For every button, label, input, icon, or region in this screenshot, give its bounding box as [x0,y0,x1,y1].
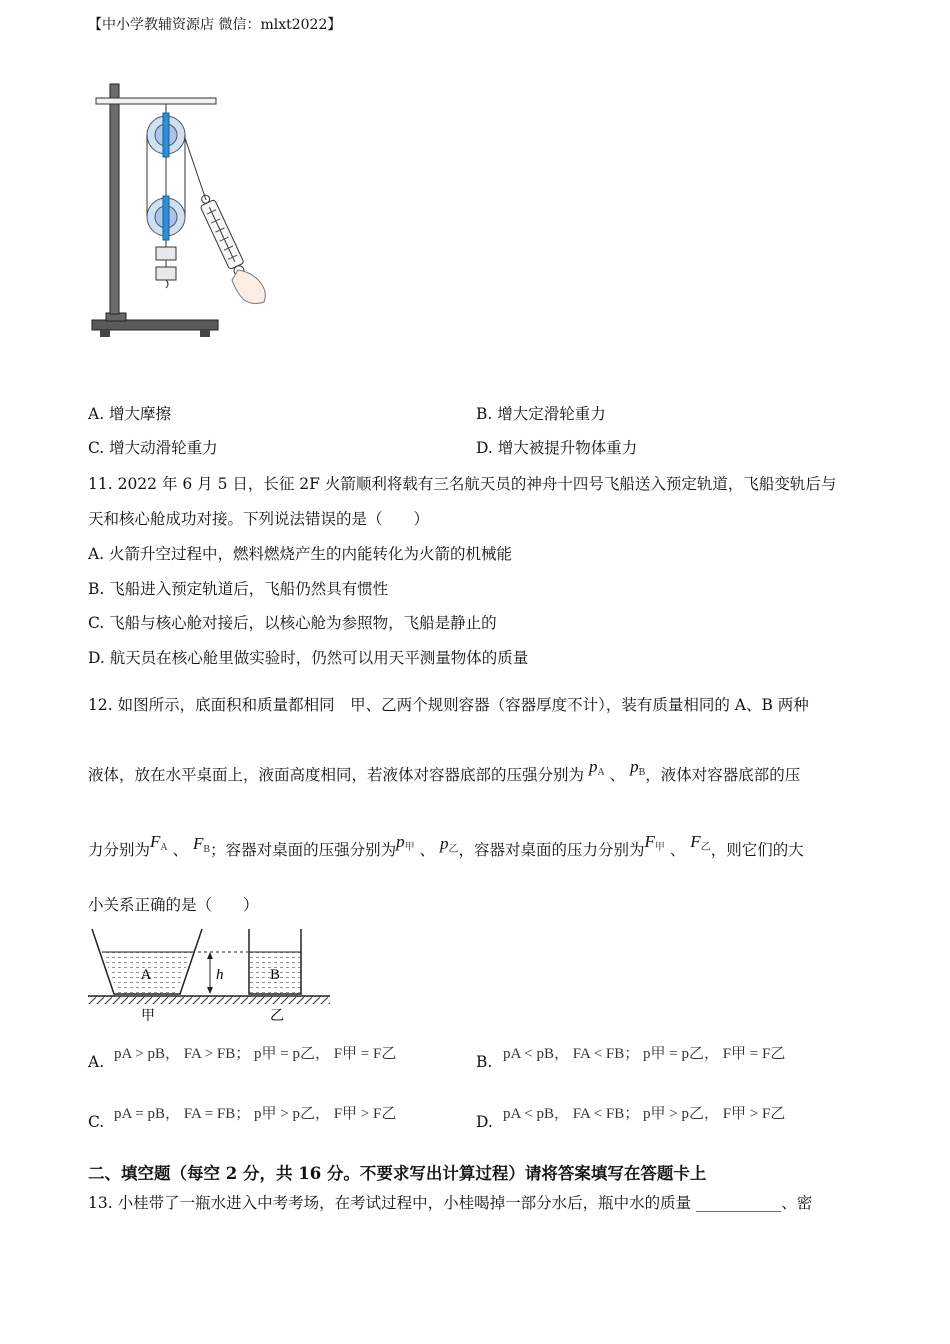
fig-label-h: h [216,967,224,983]
q10-option-a: A. 增大摩擦 [88,405,172,423]
q10-option-d: D. 增大被提升物体重力 [476,439,638,457]
q13-stem: 13. 小桂带了一瓶水进入中考考场，在考试过程中，小桂喝掉一部分水后，瓶中水的质量 ___________、密 [88,1194,813,1212]
q11-stem-line1: 11. 2022 年 6 月 5 日，长征 2F 火箭顺利将载有三名航天员的神舟十四号飞船送入预定轨道，飞船变轨后与 [88,475,837,493]
q12-stem-line4: 小关系正确的是（ ） [88,896,259,914]
q12-option-d-label: D. [476,1113,493,1131]
fig-label-b: B [269,967,281,983]
fig-label-a: A [140,967,152,983]
q12-stem-line1: 12. 如图所示，底面积和质量都相同 甲、乙两个规则容器（容器厚度不计），装有质量相同的 A、B 两种 [88,696,809,714]
pulley-apparatus-figure [88,80,288,350]
q12-option-d: pA < pB， FA < FB； p甲 > p乙， F甲 > F乙 [503,1106,786,1122]
q11-option-d: D. 航天员在核心舱里做实验时，仍然可以用天平测量物体的质量 [88,649,529,667]
q12-option-b-label: B. [476,1053,493,1071]
q12-option-b: pA < pB， FA < FB； p甲 = p乙， F甲 = F乙 [503,1046,786,1062]
q11-option-c: C. 飞船与核心舱对接后，以核心舱为参照物，飞船是静止的 [88,614,497,632]
page-header: 【中小学教辅资源店 微信：mlxt2022】 [88,17,342,33]
section-2-heading: 二、填空题（每空 2 分，共 16 分。不要求写出计算过程）请将答案填写在答题卡上 [88,1164,707,1183]
q12-option-c: pA = pB， FA = FB； p甲 > p乙， F甲 > F乙 [114,1106,397,1122]
fig-label-jia: 甲 [141,1008,155,1024]
q10-option-b: B. 增大定滑轮重力 [476,405,606,423]
fig-label-yi: 乙 [270,1008,284,1024]
q10-option-c: C. 增大动滑轮重力 [88,439,218,457]
q12-option-a-label: A. [88,1053,105,1071]
q12-option-a: pA > pB， FA > FB； p甲 = p乙， F甲 = F乙 [114,1046,397,1062]
q12-stem-line3: 力分别为$F_A$ 、 $F_B$；容器对桌面的压强分别为$p_甲$ 、 $p_乙$，容器对桌面的压力分别为$F_甲$ 、 $F_乙$，则它们的大 [88,832,804,859]
q12-stem-line2: 液体，放在水平桌面上，液面高度相同，若液体对容器底部的压强分别为 $p_A$ 、 $p_B$，液体对容器底部的压 [88,757,801,784]
q11-option-b: B. 飞船进入预定轨道后，飞船仍然具有惯性 [88,580,389,598]
q12-option-c-label: C. [88,1113,105,1131]
q11-option-a: A. 火箭升空过程中，燃料燃烧产生的内能转化为火箭的机械能 [88,545,513,563]
q11-stem-line2: 天和核心舱成功对接。下列说法错误的是（ ） [88,510,430,528]
containers-figure [88,925,338,1025]
